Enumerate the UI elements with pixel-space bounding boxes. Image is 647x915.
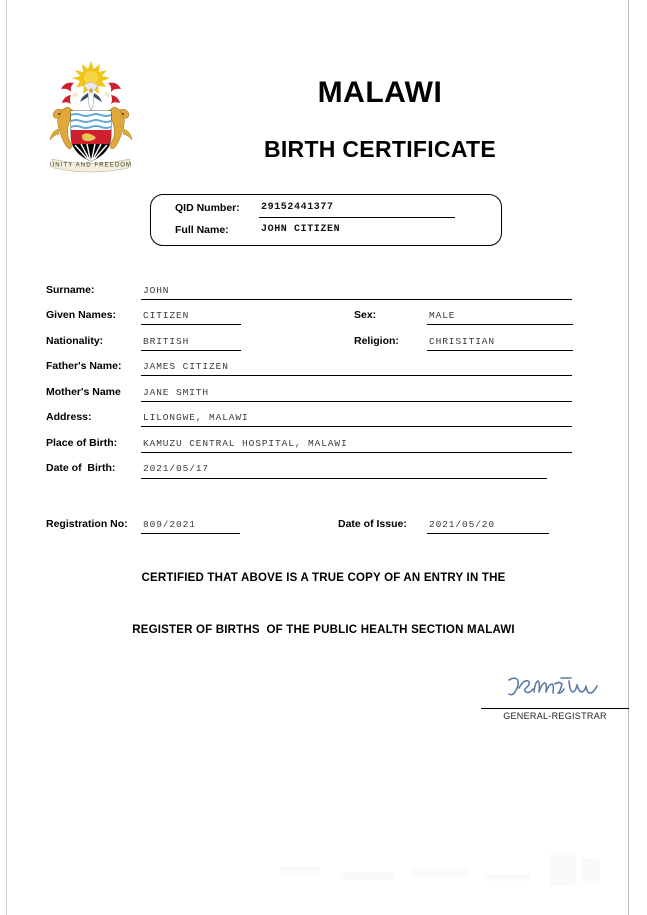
surname-rule — [141, 299, 572, 300]
fathers-name-label: Father's Name: — [46, 360, 122, 372]
place-of-birth-rule — [141, 452, 572, 453]
place-of-birth-label: Place of Birth: — [46, 437, 118, 449]
place-of-birth-value: KAMUZU CENTRAL HOSPITAL, MALAWI — [143, 438, 348, 449]
sex-rule — [427, 324, 573, 325]
date-of-birth-value: 2021/05/17 — [143, 463, 210, 474]
qid-number-value: 29152441377 — [261, 202, 334, 213]
given-names-label: Given Names: — [46, 309, 117, 321]
mothers-name-value: JANE SMITH — [143, 387, 210, 398]
certification-line-1: CERTIFIED THAT ABOVE IS A TRUE COPY OF AN ENTRY IN THE — [141, 572, 506, 584]
surname-value: JOHN — [143, 285, 170, 296]
surname-label: Surname: — [46, 284, 95, 296]
background-watermark — [270, 838, 620, 904]
nationality-label: Nationality: — [46, 335, 104, 347]
date-of-issue-rule — [427, 533, 549, 534]
given-names-rule — [141, 324, 241, 325]
religion-value: CHRISITIAN — [429, 336, 496, 347]
address-rule — [141, 426, 572, 427]
sex-label: Sex: — [354, 309, 377, 321]
qid-number-label: QID Number: — [175, 202, 240, 214]
registrar-signature-icon — [505, 672, 601, 706]
mothers-name-label: Mother's Name — [46, 386, 121, 398]
page-border-left — [6, 0, 7, 915]
given-names-value: CITIZEN — [143, 310, 190, 321]
date-of-birth-rule — [141, 478, 547, 479]
sex-value: MALE — [429, 310, 456, 321]
date-of-issue-value: 2021/05/20 — [429, 519, 496, 530]
signature-rule — [481, 708, 629, 709]
nationality-value: BRITISH — [143, 336, 190, 347]
registration-no-value: 809/2021 — [143, 519, 196, 530]
page-title: MALAWI — [317, 76, 443, 109]
date-of-issue-label: Date of Issue: — [338, 518, 407, 530]
qid-number-row — [151, 202, 501, 224]
nationality-rule — [141, 350, 241, 351]
full-name-label: Full Name: — [175, 224, 229, 236]
religion-label: Religion: — [354, 335, 399, 347]
page-border-right — [628, 0, 629, 915]
registrar-caption: GENERAL-REGISTRAR — [503, 711, 607, 721]
qid-number-rule — [259, 217, 455, 218]
full-name-row — [151, 224, 501, 246]
coat-of-arms-motto: UNITY AND FREEDOM — [49, 162, 133, 169]
mothers-name-rule — [141, 401, 572, 402]
certification-line-2: REGISTER OF BIRTHS OF THE PUBLIC HEALTH SECTION MALAWI — [132, 624, 515, 636]
fathers-name-value: JAMES CITIZEN — [143, 361, 229, 372]
date-of-birth-label: Date of Birth: — [46, 462, 116, 474]
registration-no-label: Registration No: — [46, 518, 128, 530]
address-value: LILONGWE, MALAWI — [143, 412, 249, 423]
registration-no-rule — [141, 533, 240, 534]
full-name-value: JOHN CITIZEN — [261, 224, 341, 235]
qid-fullname-box — [150, 194, 502, 246]
fathers-name-rule — [141, 375, 572, 376]
address-label: Address: — [46, 411, 92, 423]
malawi-coat-of-arms-icon — [38, 55, 144, 175]
religion-rule — [427, 350, 573, 351]
certificate-subtitle: BIRTH CERTIFICATE — [263, 136, 497, 162]
